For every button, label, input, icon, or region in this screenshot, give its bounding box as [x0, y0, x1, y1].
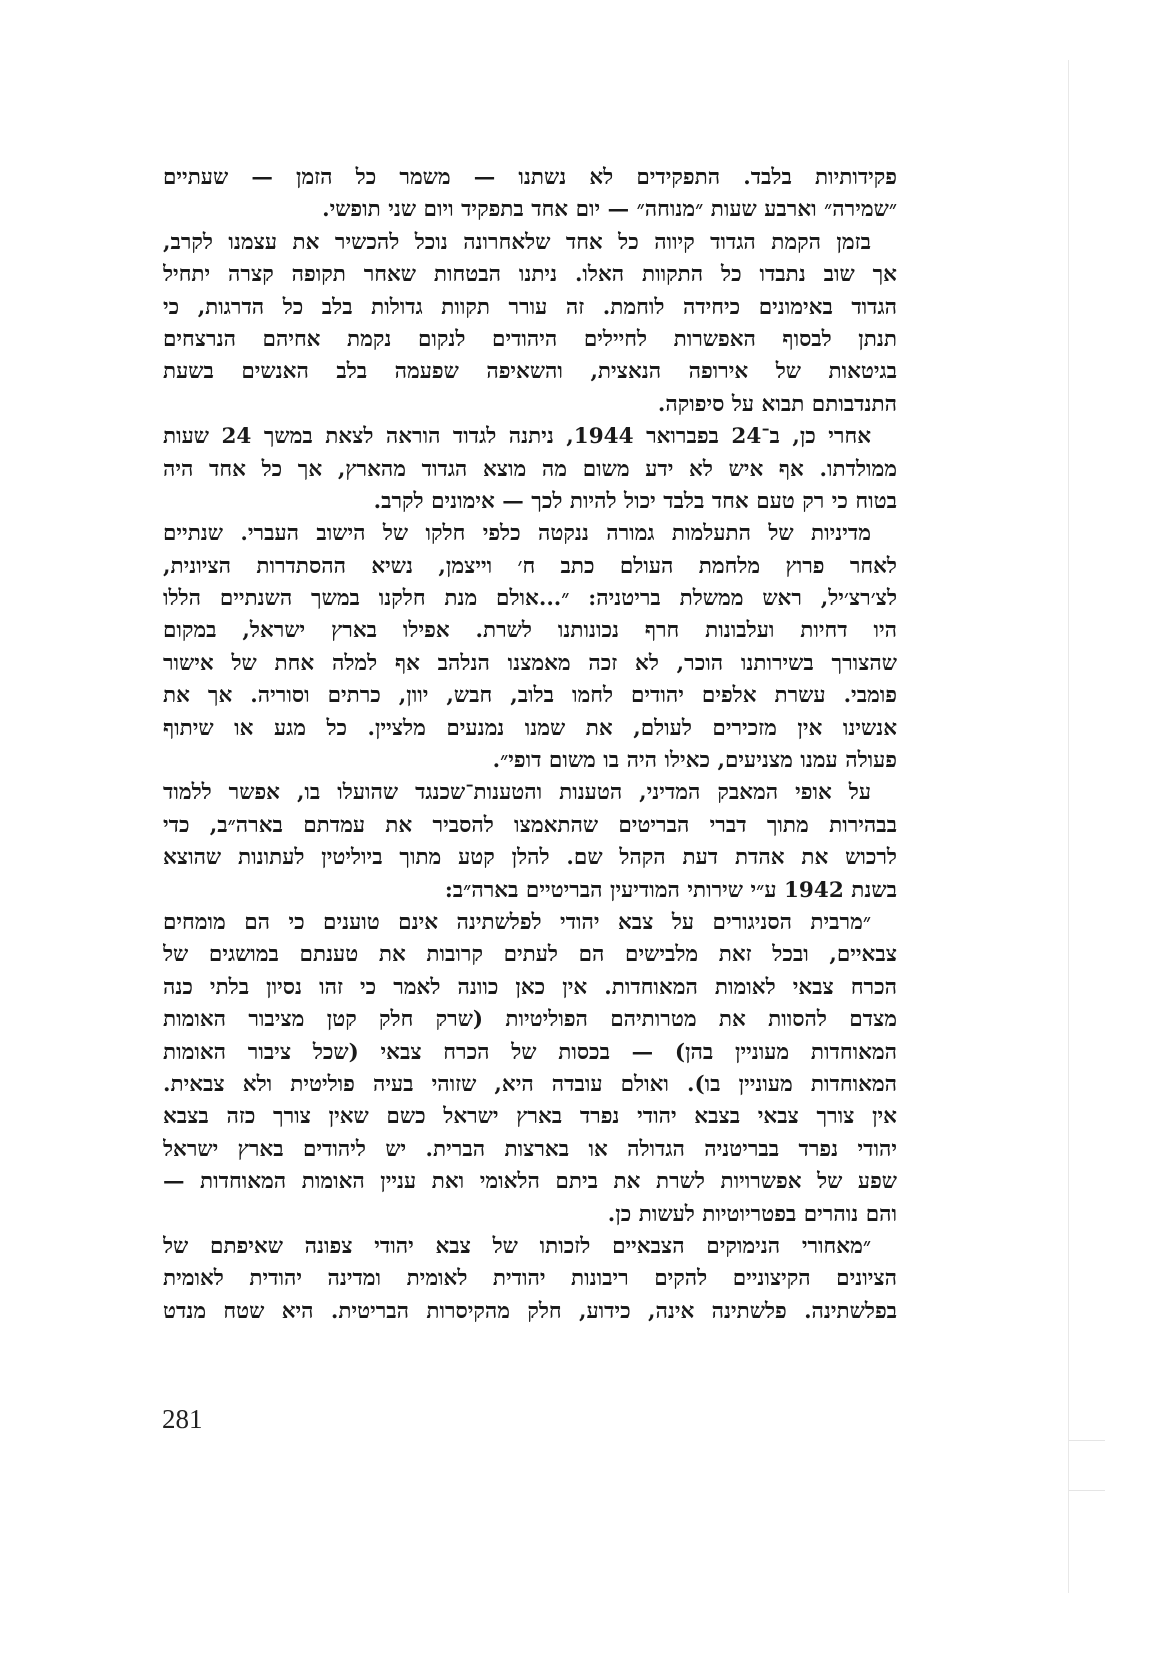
text-line: אחרי כן, ב־24 בפברואר 1944, ניתנה לגדוד הוראה לצאת במשך 24 שעות [163, 424, 871, 450]
body-text [163, 162, 897, 1328]
text-line: לרכוש את אהדת דעת הקהל שם. להלן קטע מתוך ביוליטין לעתונות שהוצא [163, 845, 897, 871]
text-line: התנדבותם תבוא על סיפוקה. [657, 391, 897, 417]
text-line: לצ׳רצ׳יל, ראש ממשלת בריטניה: ״...אולם מנת חלקנו במשך השנתיים הללו [163, 586, 897, 612]
text-line: אין צורך צבאי בצבא יהודי נפרד בארץ ישראל כשם שאין צורך כזה בצבא [163, 1104, 897, 1130]
text-line: והם נוהרים בפטריוטיות לעשות כן. [607, 1201, 897, 1227]
text-line: הגדוד באימונים כיחידה לוחמת. זה עורר תקוות גדולות בלב כל הדרגות, כי [163, 294, 897, 320]
text-line: הכרח צבאי לאומות המאוחדות. אין כאן כוונה לאמר כי זהו נסיון בלתי כנה [163, 974, 897, 1000]
text-line: בבהירות מתוך דברי הבריטים שהתאמצו להסביר את עמדתם בארה״ב, כדי [163, 812, 897, 838]
text-line: על אופי המאבק המדיני, הטענות והטענות־שכנגד שהועלו בו, אפשר ללמוד [163, 780, 871, 806]
text-line: מצדם להסוות את מטרותיהם הפוליטיות (שרק חלק קטן מציבור האומות [163, 1007, 897, 1033]
text-line: שפע של אפשרויות לשרת את ביתם הלאומי ואת עניין האומות המאוחדות — [163, 1169, 897, 1195]
text-line: ״מרבית הסניגורים על צבא יהודי לפלשתינה אינם טוענים כי הם מומחים [163, 909, 871, 935]
text-line: היו דחיות ועלבונות חרף נכונותנו לשרת. אפילו בארץ ישראל, במקום [163, 618, 897, 644]
page-edge-tick [1069, 1440, 1105, 1441]
text-line: בזמן הקמת הגדוד קיווה כל אחד שלאחרונה נוכל להכשיר את עצמנו לקרב, [163, 229, 871, 255]
text-line: שהצורך בשירותנו הוכר, לא זכה מאמצנו הנלהב אף למלה אחת של אישור [163, 650, 897, 676]
text-line: צבאיים, ובכל זאת מלבישים הם לעתים קרובות את טענתם במושגים של [163, 942, 897, 968]
text-line: ממולדתו. אף איש לא ידע משום מה מוצא הגדוד מהארץ, אך כל אחד היה [163, 456, 897, 482]
page-edge-shadow [1068, 60, 1069, 1593]
text-line: בטוח כי רק טעם אחד בלבד יכול להיות לכך — אימונים לקרב. [373, 488, 897, 514]
text-line: בפלשתינה. פלשתינה אינה, כידוע, חלק מהקיסרות הבריטית. היא שטח מנדט [163, 1298, 897, 1324]
text-line: ״מאחורי הנימוקים הצבאיים לזכותו של צבא יהודי צפונה שאיפתם של [163, 1233, 871, 1259]
text-line: פקידותיות בלבד. התפקידים לא נשתנו — משמר כל הזמן — שעתיים [163, 165, 897, 190]
text-line: הציונים הקיצוניים להקים ריבונות יהודית לאומית ומדינה יהודית לאומית [163, 1266, 897, 1292]
text-line: בגיטאות של אירופה הנאצית, והשאיפה שפעמה בלב האנשים בשעת [163, 359, 897, 385]
page-number: 281 [162, 1404, 203, 1434]
text-line: בשנת 1942 ע״י שירותי המודיעין הבריטיים בארה״ב: [444, 877, 897, 903]
text-line: אך שוב נתבדו כל התקוות האלו. ניתנו הבטחות שאחר תקופה קצרה יתחיל [163, 262, 897, 288]
text-line: תנתן לבסוף האפשרות לחיילים היהודים לנקום נקמת אחיהם הנרצחים [163, 326, 897, 352]
text-line: המאוחדות מעוניין בהן) — בכסות של הכרח צבאי (שכל ציבור האומות [163, 1039, 897, 1065]
text-line: המאוחדות מעוניין בו). ואולם עובדה היא, שזוהי בעיה פוליטית ולא צבאית. [163, 1071, 897, 1097]
text-line: פומבי. עשרת אלפים יהודים לחמו בלוב, חבש, יוון, כרתים וסוריה. אך את [163, 683, 897, 709]
text-line: יהודי נפרד בבריטניה הגדולה או בארצות הברית. יש ליהודים בארץ ישראל [163, 1136, 897, 1162]
text-line: פעולה עמנו מצניעים, כאילו היה בו משום דופי״. [492, 748, 897, 774]
text-line: ״שמירה״ וארבע שעות ״מנוחה״ — יום אחד בתפקיד ויום שני תופשי. [322, 197, 897, 223]
text-line: לאחר פרוץ מלחמת העולם כתב ח׳ וייצמן, נשיא ההסתדרות הציונית, [163, 553, 897, 579]
page-edge-tick [1069, 1490, 1105, 1491]
text-line: אנשינו אין מזכירים לעולם, את שמנו נמנעים מלציין. כל מגע או שיתוף [163, 715, 897, 741]
text-line: מדיניות של התעלמות גמורה ננקטה כלפי חלקו של הישוב העברי. שנתיים [163, 521, 871, 547]
